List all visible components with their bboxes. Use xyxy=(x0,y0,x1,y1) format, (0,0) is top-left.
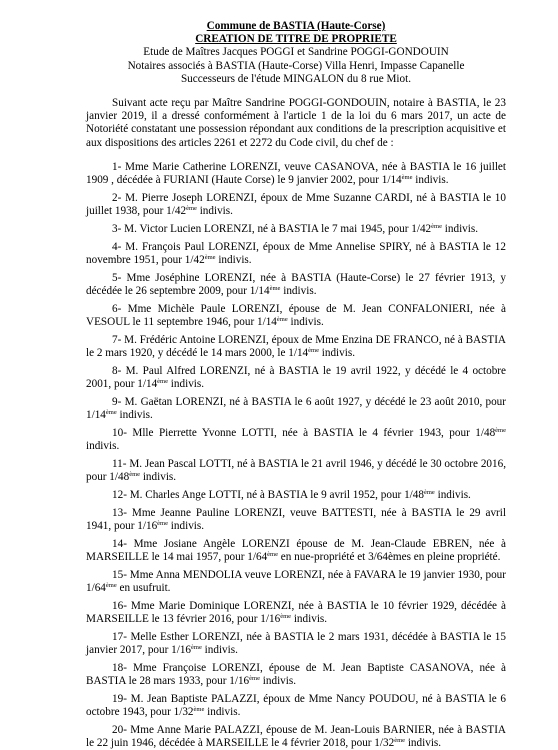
list-item: 2- M. Pierre Joseph LORENZI, époux de Mme Suzanne CARDI, né à BASTIA le 10 juillet 1938, pour 1/42ème indivis. xyxy=(86,192,506,218)
successeurs-line: Successeurs de l'étude MINGALON du 8 rue Miot. xyxy=(180,72,412,85)
list-item: 6- Mme Michèle Paule LORENZI, épouse de M. Jean CONFALONIERI, née à VESOUL le 11 septembre 1946, pour 1/14ème indivis. xyxy=(86,302,506,329)
list-item: 13- Mme Jeanne Pauline LORENZI, veuve BATTESTI, née à BASTIA le 29 avril 1941, pour 1/16ème indivis. xyxy=(86,506,506,532)
list-item: 5- Mme Joséphine LORENZI, née à BASTIA (Haute-Corse) le 27 février 1913, y décédée le 26 septembre 2009, pour 1/14ème indivis. xyxy=(86,271,506,298)
list-item: 7- M. Frédéric Antoine LORENZI, époux de Mme Enzina DE FRANCO, né à BASTIA le 2 mars 1920, y décédé le 14 mars 2000, le 1/14ème indivis. xyxy=(86,333,506,360)
commune-heading: Commune de BASTIA (Haute-Corse) xyxy=(206,20,386,32)
list-item: 8- M. Paul Alfred LORENZI, né à BASTIA le 19 avril 1922, y décédé le 4 octobre 2001, pour 1/14ème indivis. xyxy=(86,364,506,391)
list-item: 16- Mme Marie Dominique LORENZI, née à BASTIA le 10 février 1929, décédée à MARSEILLE le 13 février 2016, pour 1/16ème indivis. xyxy=(86,599,506,625)
title-heading: CREATION DE TITRE DE PROPRIETE xyxy=(195,33,397,46)
heirs-list xyxy=(86,161,506,750)
list-item: 10- Mlle Pierrette Yvonne LOTTI, née à BASTIA le 4 février 1943, pour 1/48ème indivis. xyxy=(86,426,506,453)
list-item: 18- Mme Françoise LORENZI, épouse de M. Jean Baptiste CASANOVA, née à BASTIA le 28 mars 1933, pour 1/16ème indivis. xyxy=(86,661,506,687)
list-item: 19- M. Jean Baptiste PALAZZI, époux de Mme Nancy POUDOU, né à BASTIA le 6 octobre 1943, pour 1/32ème indivis. xyxy=(86,692,506,718)
list-item: 20- Mme Anne Marie PALAZZI, épouse de M. Jean-Louis BARNIER, née à BASTIA le 22 juin 1946, décédée à MARSEILLE le 4 février 2018, pour 1/32ème indivis. xyxy=(86,723,506,749)
list-item: 14- Mme Josiane Angèle LORENZI épouse de M. Jean-Claude EBREN, née à MARSEILLE le 14 mai 1957, pour 1/64ème en nue-propriété et 3/64èmes en pleine propriété. xyxy=(86,537,506,563)
list-item: 1- Mme Marie Catherine LORENZI, veuve CASANOVA, née à BASTIA le 16 juillet 1909 , décédée à FURIANI (Haute Corse) le 9 janvier 2002, pour 1/14ème indivis. xyxy=(86,161,506,187)
list-item: 12- M. Charles Ange LOTTI, né à BASTIA le 9 avril 1952, pour 1/48ème indivis. xyxy=(112,488,471,501)
list-item: 9- M. Gaëtan LORENZI, né à BASTIA le 6 août 1927, y décédé le 23 août 2010, pour 1/14ème indivis. xyxy=(86,395,506,422)
list-item: 11- M. Jean Pascal LOTTI, né à BASTIA le 21 avril 1946, y décédé le 30 octobre 2016, pour 1/48ème indivis. xyxy=(86,457,506,484)
list-item: 15- Mme Anna MENDOLIA veuve LORENZI, née à FAVARA le 19 janvier 1930, pour 1/64ème en usufruit. xyxy=(86,568,506,594)
notice-header xyxy=(86,20,506,86)
list-item: 4- M. François Paul LORENZI, époux de Mme Annelise SPIRY, né à BASTIA le 12 novembre 1951, pour 1/42ème indivis. xyxy=(86,240,506,267)
list-item: 17- Melle Esther LORENZI, née à BASTIA le 2 mars 1931, décédée à BASTIA le 15 janvier 2017, pour 1/16ème indivis. xyxy=(86,630,506,656)
notaires-line: Notaires associés à BASTIA (Haute-Corse) Villa Henri, Impasse Capanelle xyxy=(127,59,465,72)
intro-paragraph: Suivant acte reçu par Maître Sandrine POGGI-GONDOUIN, notaire à BASTIA, le 23 janvier 2019, il a dressé conformément à l'article 1 de la loi du 6 mars 2017, un acte de Notoriété constatant une possession répondant aux conditions de la prescription acquisitive et aux dispositions des articles 2261 et 2272 du Code civil, du chef de : xyxy=(86,97,506,149)
list-item: 3- M. Victor Lucien LORENZI, né à BASTIA le 7 mai 1945, pour 1/42ème indivis. xyxy=(112,223,479,236)
etude-line: Etude de Maîtres Jacques POGGI et Sandrine POGGI-GONDOUIN xyxy=(143,46,449,59)
